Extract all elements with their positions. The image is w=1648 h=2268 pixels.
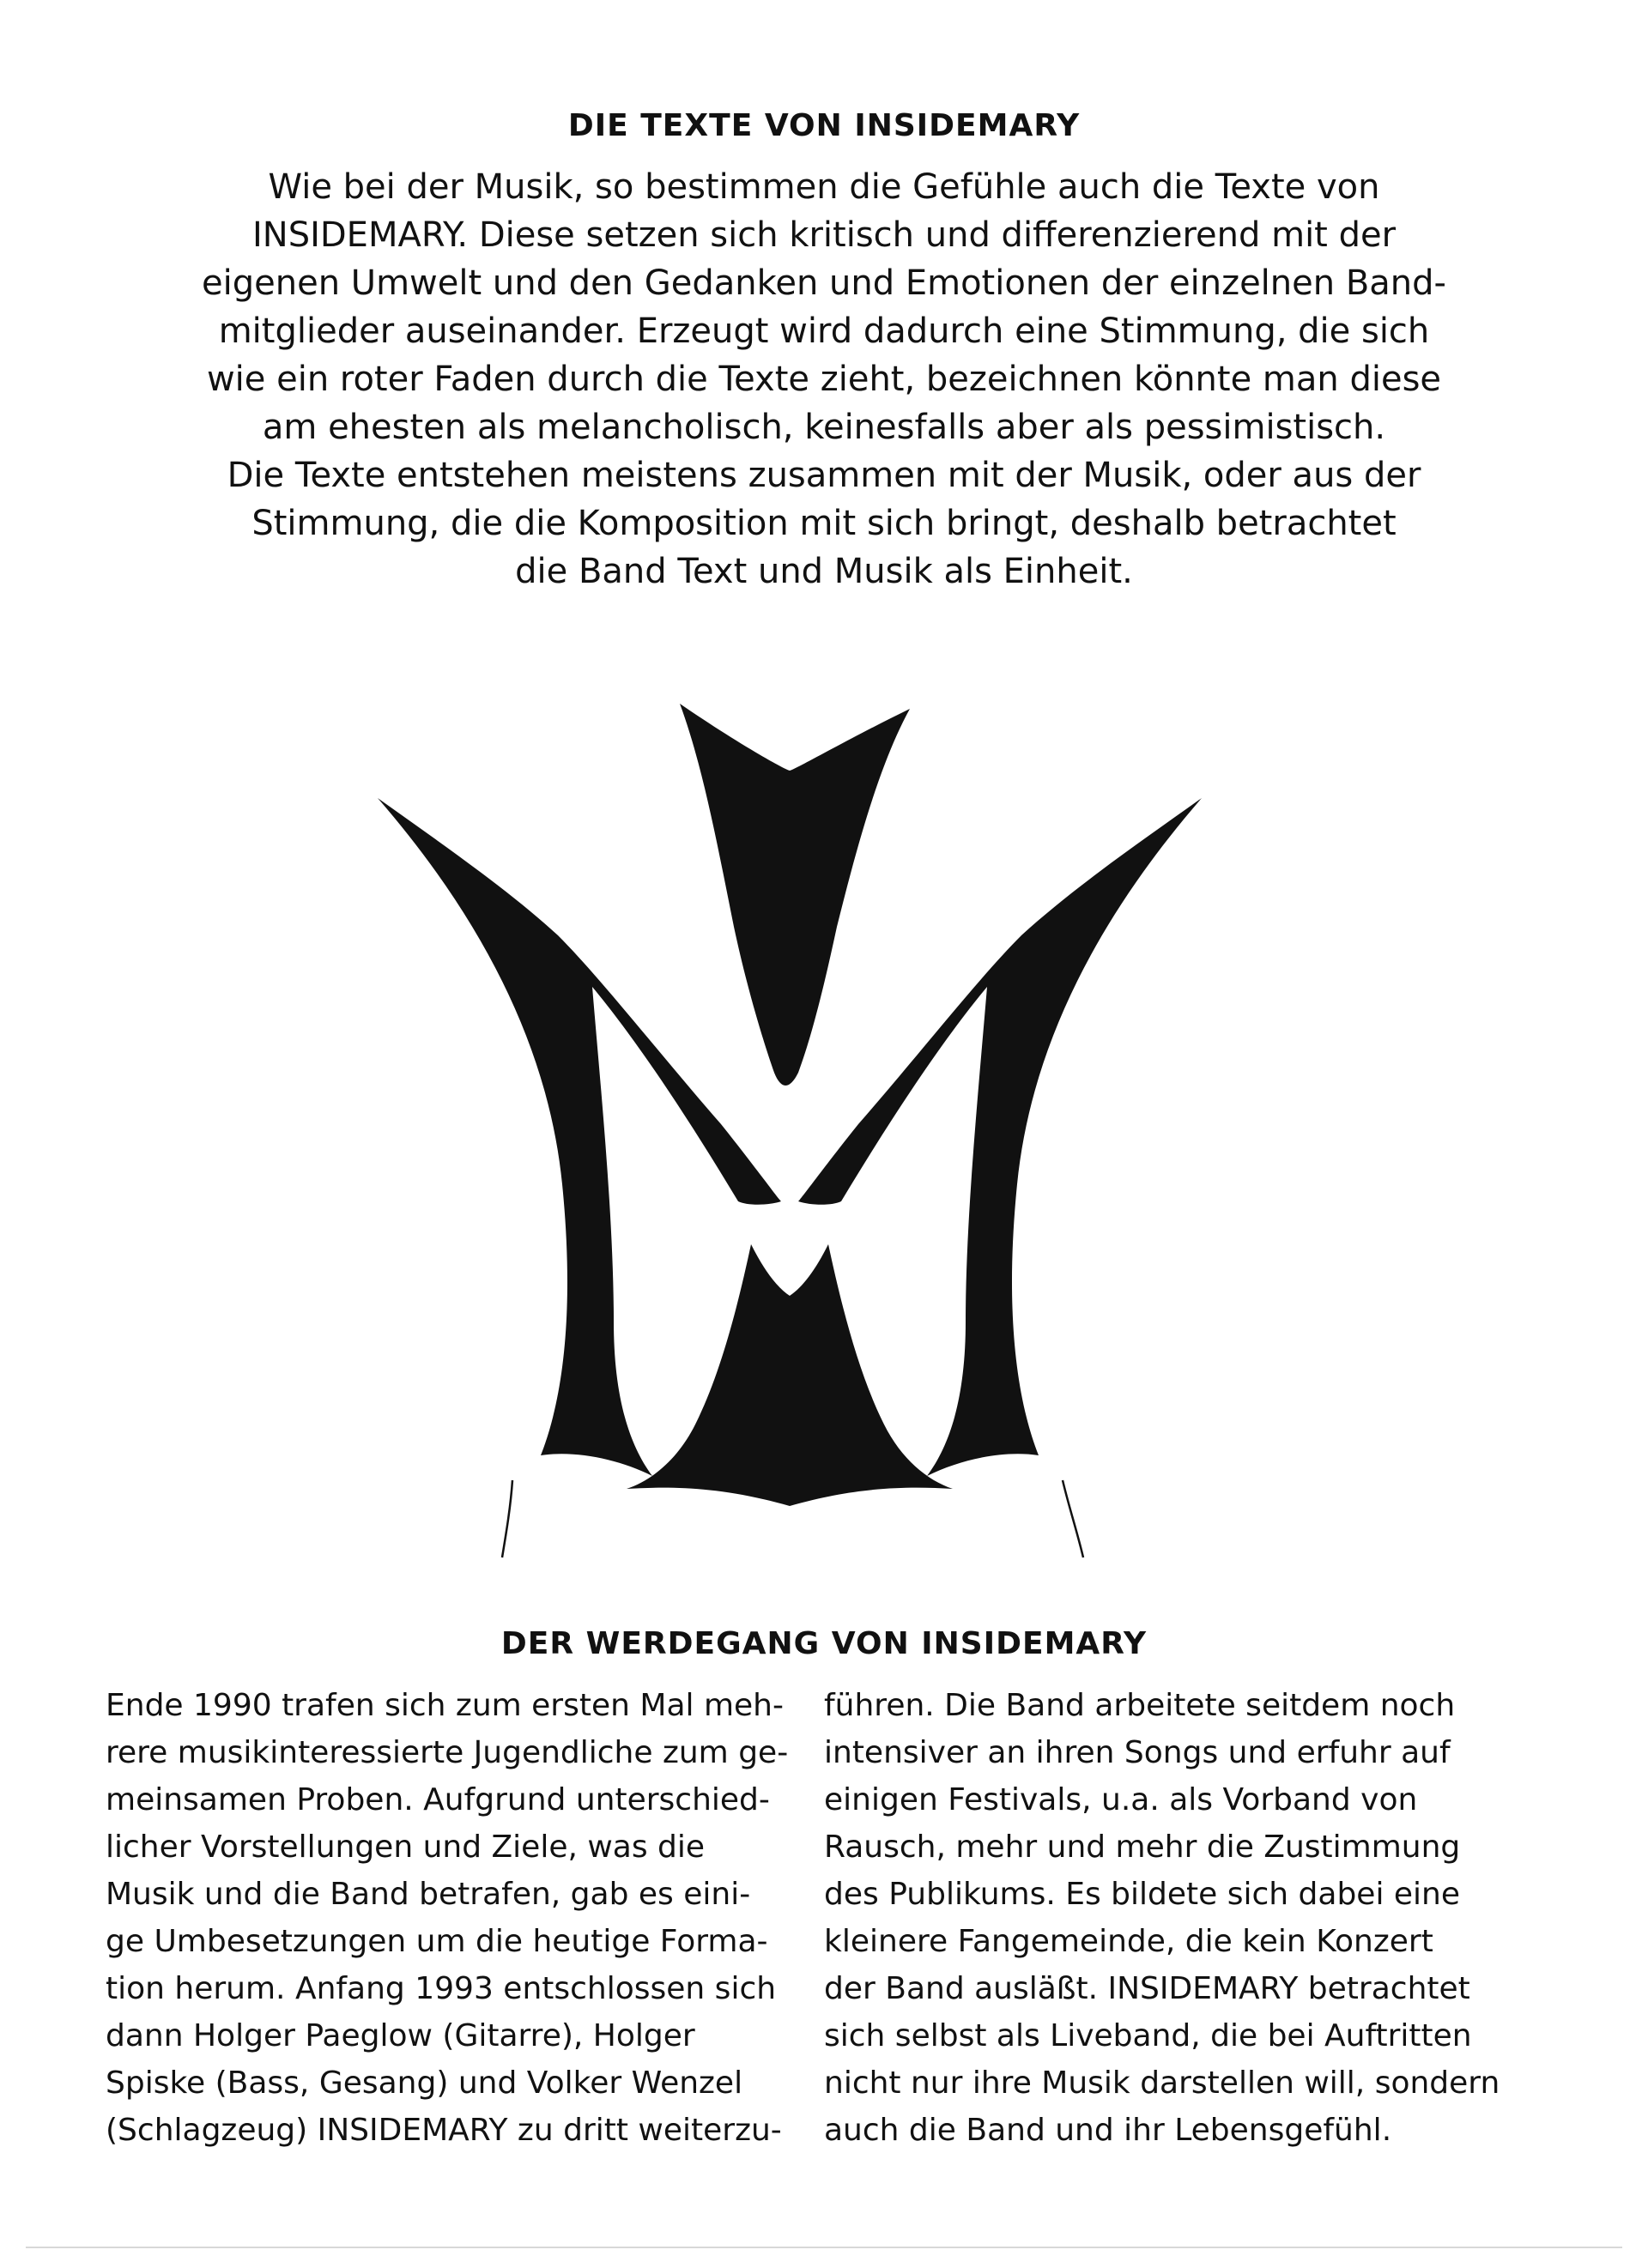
intro-line: Die Texte entstehen meistens zusammen mit der Musik, oder aus der (227, 456, 1421, 495)
column-line: des Publikums. Es bildete sich dabei eine (824, 1877, 1461, 1912)
column-line: nicht nur ihre Musik darstellen will, sondern (824, 2065, 1500, 2101)
intro-line: die Band Text und Musik als Einheit. (515, 552, 1133, 591)
column-line: Rausch, mehr und mehr die Zustimmung (824, 1830, 1461, 1865)
section-title-werdegang: DER WERDEGANG VON INSIDEMARY (500, 1626, 1148, 1661)
column-line: einigen Festivals, u.a. als Vorband von (824, 1782, 1418, 1817)
column-line: tion herum. Anfang 1993 entschlossen sich (106, 1971, 777, 2006)
intro-line: mitglieder auseinander. Erzeugt wird dadurch eine Stimmung, die sich (218, 311, 1430, 351)
column-line: Ende 1990 trafen sich zum ersten Mal meh- (106, 1688, 784, 1723)
im-monogram-icon (378, 704, 1202, 1605)
column-line: kleinere Fangemeinde, die kein Konzert (824, 1924, 1433, 1959)
intro-line: wie ein roter Faden durch die Texte zieht, bezeichnen könnte man diese (206, 360, 1442, 399)
column-line: auch die Band und ihr Lebensgefühl. (824, 2113, 1392, 2148)
intro-line: am ehesten als melancholisch, keinesfalls aber als pessimistisch. (262, 408, 1386, 447)
intro-paragraph (137, 163, 1511, 596)
section-title-texte: DIE TEXTE VON INSIDEMARY (567, 108, 1081, 143)
werdegang-column-right (824, 1682, 1536, 2154)
intro-line: Wie bei der Musik, so bestimmen die Gefühle auch die Texte von (268, 167, 1380, 207)
werdegang-column-left (106, 1682, 792, 2154)
intro-line: Stimmung, die die Komposition mit sich bringt, deshalb betrachtet (251, 504, 1397, 543)
column-line: Spiske (Bass, Gesang) und Volker Wenzel (106, 2065, 743, 2101)
column-line: (Schlagzeug) INSIDEMARY zu dritt weiterzu- (106, 2113, 782, 2148)
column-line: rere musikinteressierte Jugendliche zum ge- (106, 1735, 789, 1770)
column-line: sich selbst als Liveband, die bei Auftritten (824, 2018, 1472, 2053)
column-line: Musik und die Band betrafen, gab es eini- (106, 1877, 751, 1912)
intro-line: INSIDEMARY. Diese setzen sich kritisch und differenzierend mit der (251, 215, 1397, 255)
column-line: der Band ausläßt. INSIDEMARY betrachtet (824, 1971, 1470, 2006)
column-line: führen. Die Band arbeitete seitdem noch (824, 1688, 1456, 1723)
column-line: licher Vorstellungen und Ziele, was die (106, 1830, 706, 1865)
column-line: intensiver an ihren Songs und erfuhr auf (824, 1735, 1451, 1770)
column-line: meinsamen Proben. Aufgrund unterschied- (106, 1782, 770, 1817)
column-line: dann Holger Paeglow (Gitarre), Holger (106, 2018, 695, 2053)
column-line: ge Umbesetzungen um die heutige Forma- (106, 1924, 768, 1959)
intro-line: eigenen Umwelt und den Gedanken und Emotionen der einzelnen Band- (202, 263, 1446, 303)
bottom-divider (26, 2247, 1622, 2248)
